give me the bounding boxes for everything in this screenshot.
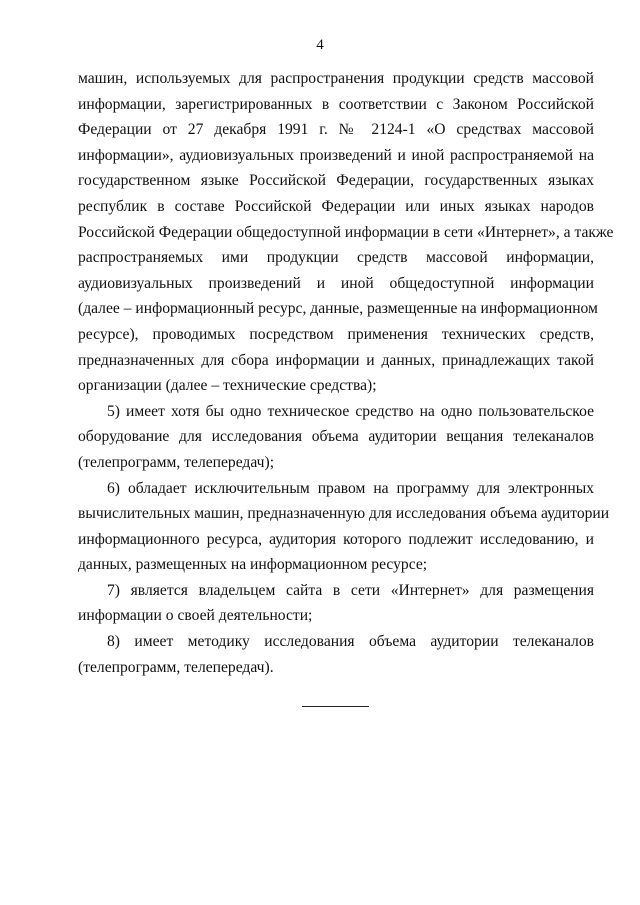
text-line: машин, используемых для распространения продукции средств массовой xyxy=(78,70,594,87)
paragraph-continuation xyxy=(78,66,614,399)
text-line: оборудование для исследования объема аудитории вещания телеканалов xyxy=(78,428,594,446)
text-line: 8) имеет методику исследования объема аудитории телеканалов xyxy=(107,633,594,651)
end-divider xyxy=(302,706,369,707)
text-line: информации», аудиовизуальных произведений и иной распространяемой на xyxy=(78,146,594,164)
text-line: данных, размещенных на информационном ресурсе; xyxy=(78,556,428,574)
text-line: распространяемых ими продукции средств массовой информации, xyxy=(78,249,594,267)
page-number: 4 xyxy=(316,37,324,53)
list-item-8 xyxy=(78,629,594,680)
text-line: 6) обладает исключительным правом на программу для электронных xyxy=(107,479,594,497)
text-line: информации, зарегистрированных в соответствии с Законом Российской xyxy=(78,95,594,113)
text-line: ресурсе), проводимых посредством применения технических средств, xyxy=(78,325,594,343)
text-line: государственном языке Российской Федерации, государственных языках xyxy=(78,172,594,190)
text-line: (далее – информационный ресурс, данные, размещенные на информационном xyxy=(78,300,598,318)
list-item-7 xyxy=(78,578,594,629)
text-line: вычислительных машин, предназначенную для исследования объема аудитории xyxy=(78,505,610,523)
text-line: (телепрограмм, телепередач); xyxy=(78,453,275,471)
text-line: (телепрограмм, телепередач). xyxy=(78,658,274,676)
text-line: информационного ресурса, аудитория которого подлежит исследованию, и xyxy=(78,530,594,548)
text-line: 7) является владельцем сайта в сети «Интернет» для размещения xyxy=(107,581,594,599)
text-line: информации о своей деятельности; xyxy=(78,607,313,625)
text-line: Российской Федерации общедоступной информации в сети «Интернет», а также xyxy=(78,223,614,241)
text-line: 5) имеет хотя бы одно техническое средство на одно пользовательское xyxy=(107,402,594,420)
text-line: предназначенных для сбора информации и данных, принадлежащих такой xyxy=(78,351,594,369)
text-line: организации (далее – технические средства); xyxy=(78,377,377,395)
text-line: аудиовизуальных произведений и иной общедоступной информации xyxy=(78,274,594,292)
document-body xyxy=(78,66,614,680)
list-item-5 xyxy=(78,399,594,476)
list-item-6 xyxy=(78,476,610,578)
text-line: республик в составе Российской Федерации или иных языках народов xyxy=(78,197,594,215)
text-line: Федерации от 27 декабря 1991 г. № 2124-1 «О средствах массовой xyxy=(78,121,594,139)
